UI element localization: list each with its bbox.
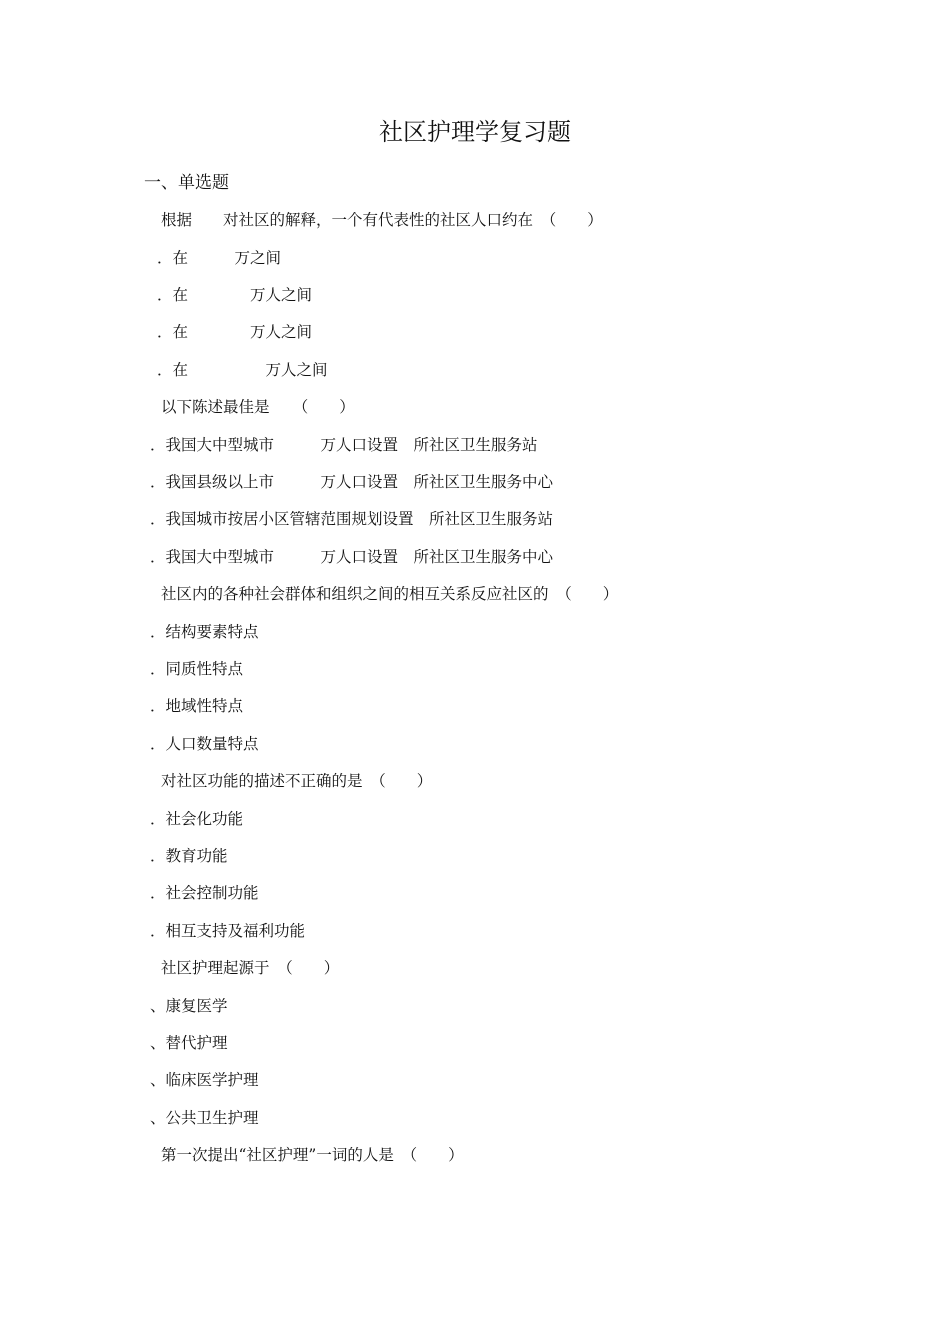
question-2: 以下陈述最佳是 （ ） bbox=[161, 398, 355, 416]
option-4d: ．相互支持及福利功能 bbox=[150, 922, 306, 940]
option-4c: ．社会控制功能 bbox=[150, 884, 259, 902]
question-1: 根据 对社区的解释，一个有代表性的社区人口约在 （ ） bbox=[161, 211, 603, 229]
option-2d: ．我国大中型城市 万人口设置 所社区卫生服务中心 bbox=[150, 548, 554, 566]
option-4b: ．教育功能 bbox=[150, 847, 228, 865]
option-5a: 、康复医学 bbox=[150, 997, 228, 1015]
option-4a: ．社会化功能 bbox=[150, 810, 244, 828]
option-1b: ．在 万人之间 bbox=[157, 286, 313, 304]
option-3b: ．同质性特点 bbox=[150, 660, 244, 678]
option-5c: 、临床医学护理 bbox=[150, 1071, 259, 1089]
option-3a: ．结构要素特点 bbox=[150, 623, 259, 641]
option-5d: 、公共卫生护理 bbox=[150, 1109, 259, 1127]
question-5: 社区护理起源于 （ ） bbox=[161, 959, 340, 977]
question-6: 第一次提出“社区护理”一词的人是 （ ） bbox=[161, 1146, 464, 1164]
option-2b: ．我国县级以上市 万人口设置 所社区卫生服务中心 bbox=[150, 473, 554, 491]
option-5b: 、替代护理 bbox=[150, 1034, 228, 1052]
option-2c: ．我国城市按居小区管辖范围规划设置 所社区卫生服务站 bbox=[150, 510, 554, 528]
question-3: 社区内的各种社会群体和组织之间的相互关系反应社区的 （ ） bbox=[161, 585, 619, 603]
section-heading: 一、单选题 bbox=[144, 173, 229, 193]
option-2a: ．我国大中型城市 万人口设置 所社区卫生服务站 bbox=[150, 436, 538, 454]
option-3c: ．地域性特点 bbox=[150, 697, 244, 715]
option-1d: ．在 万人之间 bbox=[157, 361, 328, 379]
document-title: 社区护理学复习题 bbox=[379, 118, 571, 146]
option-1c: ．在 万人之间 bbox=[157, 323, 313, 341]
option-1a: ．在 万之间 bbox=[157, 249, 282, 267]
question-4: 对社区功能的描述不正确的是 （ ） bbox=[161, 772, 433, 790]
option-3d: ．人口数量特点 bbox=[150, 735, 259, 753]
